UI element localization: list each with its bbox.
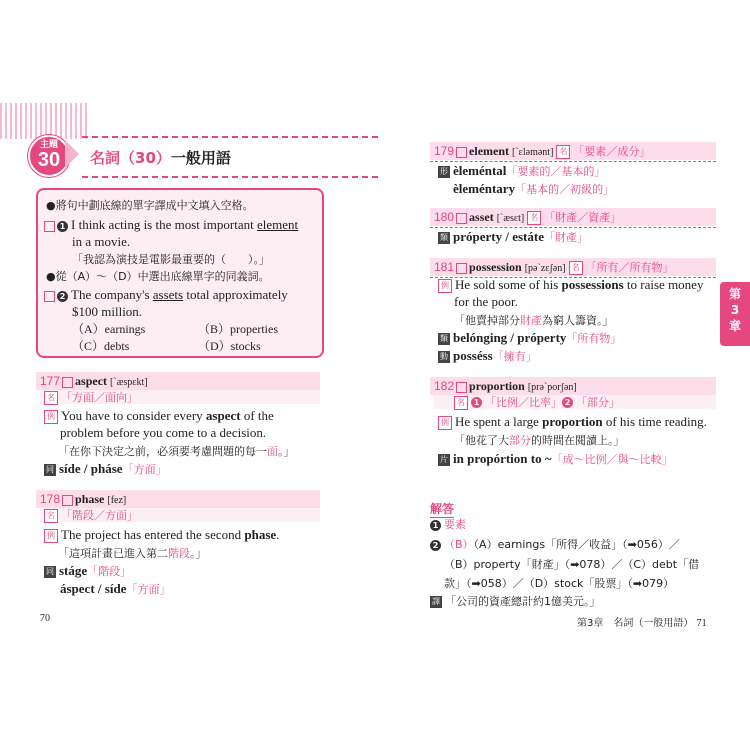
option-c: （C）debts <box>72 339 130 353</box>
right-running-footer: 第3章 名詞（一般用語） 71 <box>577 618 707 629</box>
quiz-instruction-2: ●從（A）～（D）中選出底線單字的同義詞。 <box>46 270 270 283</box>
chapter-tab[interactable] <box>720 282 750 346</box>
checkbox-icon[interactable] <box>44 221 55 232</box>
checkbox-icon[interactable] <box>456 147 467 158</box>
entry-177-translation: 「在你下決定之前，必須要考慮問題的每一面。」 <box>58 445 295 458</box>
answer-translation: 譯 「公司的資產總計約1億美元。」 <box>432 595 601 608</box>
decorative-stripe <box>0 103 90 139</box>
entry-182-headword: 182 proportion [prəˋporʃən] <box>434 379 577 393</box>
entry-181-headword: 181 possession [pəˋzɛʃən] 名 「所有／所有物」 <box>434 260 674 274</box>
checkbox-icon[interactable] <box>456 382 467 393</box>
q2-underlined-word: assets <box>152 287 184 302</box>
entry-178-synonym-2: áspect / síde「方面」 <box>60 581 171 596</box>
quiz-q1-chinese: 「我認為演技是電影最重要的（ ）。」 <box>72 253 270 266</box>
theme-label: 主題 <box>39 140 58 150</box>
quiz-box <box>36 188 324 358</box>
option-b: （B）properties <box>198 322 278 336</box>
separator <box>430 227 716 228</box>
checkbox-icon[interactable] <box>456 263 467 274</box>
entry-179-headword: 179 element [ˋɛləmənt] 名 「要素／成分」 <box>434 144 651 158</box>
entry-178-translation: 「這項計畫已進入第二階段。」 <box>58 547 207 560</box>
q1-text: I think acting is the most important <box>71 217 257 232</box>
entry-182-phrase: 片 in propórtion to ~「成～比例／與～比較」 <box>440 451 673 466</box>
answer-title: 解答 <box>430 502 455 516</box>
title-paren: （30） <box>120 149 171 167</box>
entry-179-derivative-1: 形 èleméntal「要素的／基本的」 <box>440 163 606 178</box>
title-suffix: 一般用語 <box>170 149 231 167</box>
checkbox-icon[interactable] <box>62 377 73 388</box>
entry-181-verb: 動 posséss「擁有」 <box>440 348 537 363</box>
quiz-q2 <box>44 287 288 302</box>
entry-182-meaning: 名 1 「比例／比率」 2 「部分」 <box>454 394 620 411</box>
option-d: （D）stocks <box>198 339 261 353</box>
q1-underlined-word: element <box>256 217 299 232</box>
answer-1: 1 要素 <box>430 517 466 533</box>
entry-178-synonym-1: 同 stáge「階段」 <box>46 563 132 578</box>
theme-badge <box>28 135 70 177</box>
entry-178-meaning: 名 「階段／方面」 <box>44 507 138 524</box>
title-prefix: 名詞 <box>90 149 121 167</box>
entry-177-example: 例 You have to consider every aspect of the <box>44 408 274 424</box>
chapter-tab-l3: 章 <box>728 319 741 333</box>
checkbox-icon[interactable] <box>44 291 55 302</box>
option-a: （A）earnings <box>72 322 146 336</box>
entry-182-example: 例 He spent a large proportion of his time reading. <box>438 414 707 430</box>
chapter-tab-l2: 3 <box>730 303 740 317</box>
entry-181-translation: 「他賣掉部分財產為窮人籌資。」 <box>454 314 614 327</box>
q2-number: 2 <box>57 291 68 302</box>
quiz-q2-line2: $100 million. <box>72 304 143 319</box>
entry-177-synonym: 同 síde / pháse「方面」 <box>46 461 167 476</box>
q2-text-post: total approximately <box>183 287 288 302</box>
entry-177-headword: 177 aspect [ˋæspɛkt] <box>40 374 148 388</box>
badge-arrow <box>65 140 79 168</box>
q1-number: 1 <box>57 221 68 232</box>
chapter-tab-l1: 第 <box>728 287 741 301</box>
checkbox-icon[interactable] <box>456 213 467 224</box>
page-title <box>90 147 231 168</box>
quiz-q1 <box>44 217 298 232</box>
theme-number: 30 <box>37 149 61 171</box>
entry-180-headword: 180 asset [ˋæsɛt] 名 「財產／資產」 <box>434 210 622 224</box>
entry-178-example: 例 The project has entered the second phase. <box>44 527 279 543</box>
entry-181-related: 類 belónging / próperty「所有物」 <box>440 330 622 345</box>
entry-178-headword: 178 phase [fez] <box>40 492 127 506</box>
entry-182-translation: 「他花了大部分的時間在閱讀上。」 <box>454 434 625 447</box>
entry-181-example-line2: for the poor. <box>454 294 518 309</box>
checkbox-icon[interactable] <box>62 495 73 506</box>
entry-177-example-line2: problem before you come to a decision. <box>60 425 267 440</box>
q2-text: The company's <box>71 287 153 302</box>
entry-179-derivative-2: èleméntary「基本的／初級的」 <box>453 181 615 196</box>
answer-2-line2: （B）property「財產」（➡078）／（C）debt「借 <box>444 558 700 571</box>
answer-2-line3: 款」（➡058）／（D）stock「股票」（➡079） <box>444 577 675 590</box>
entry-177-meaning: 名 「方面／面向」 <box>44 389 138 406</box>
answer-2-line1: 2 （B）（A）earnings「所得／收益」（➡056）／ <box>430 537 680 553</box>
left-page-number: 70 <box>40 613 50 624</box>
entry-181-example: 例 He sold some of his possessions to raise money <box>438 277 703 293</box>
separator <box>430 161 716 162</box>
entry-180-synonym: 類 próperty / estáte「財產」 <box>440 229 588 244</box>
quiz-q1-line2: in a movie. <box>72 234 131 249</box>
quiz-instruction-1: ●將句中劃底線的單字譯成中文填入空格。 <box>46 199 254 212</box>
